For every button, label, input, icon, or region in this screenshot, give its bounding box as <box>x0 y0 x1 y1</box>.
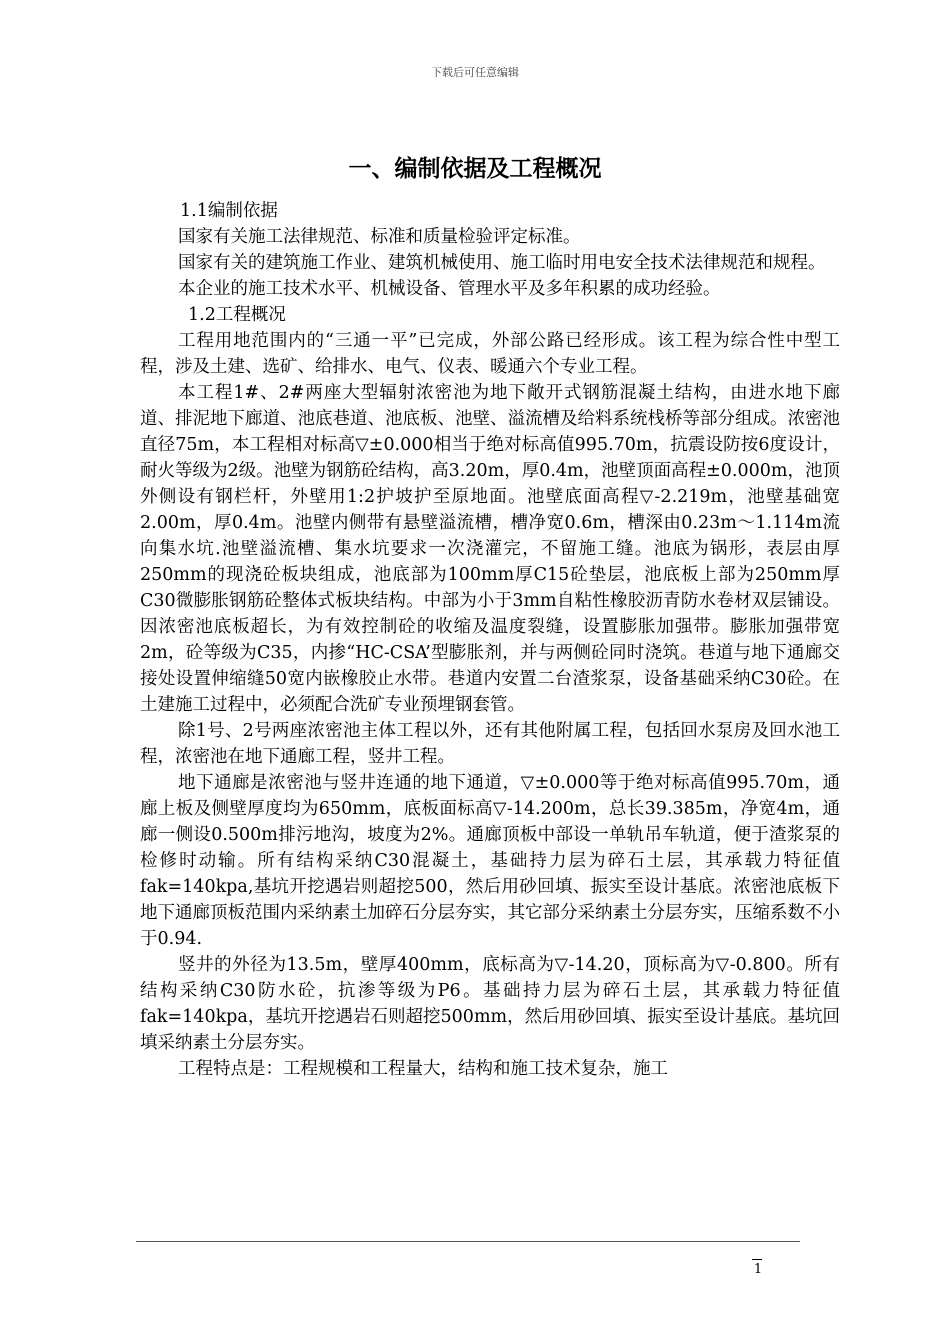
paragraph: 工程特点是：工程规模和工程量大，结构和施工技术复杂，施工 <box>178 1059 668 1079</box>
section-heading-1-1: 1.1编制依据 <box>180 201 278 221</box>
paragraph: 竖井的外径为13.5m，壁厚400mm，底标高为▽-14.20，顶标高为▽-0.800。所有结构采纳C30防水砼，抗渗等级为P6。基础持力层为碎石土层，其承载力特征值fak=140kpa，基坑开挖遇岩石则超挖500mm，然后用砂回填、振实至设计基底。基坑回填采纳素土分层夯实。 <box>140 955 840 1053</box>
header-note: 下载后可任意编辑 <box>431 66 519 79</box>
paragraph: 地下通廊是浓密池与竖井连通的地下通道，▽±0.000等于绝对标高值995.70m，通廊上板及侧壁厚度均为650mm，底板面标高▽-14.200m，总长39.385m，净宽4m，通廊一侧设0.500m排污地沟，坡度为2%。通廊顶板中部设一单轨吊车轨道，便于渣浆泵的检修时动输。所有结构采纳C30混凝土，基础持力层为碎石土层，其承载力特征值fak=140kpa,基坑开挖遇岩则超挖500，然后用砂回填、振实至设计基底。浓密池底板下地下通廊顶板范围内采纳素土加碎石分层夯实，其它部分采纳素土分层夯实，压缩系数不小于0.94. <box>140 773 840 949</box>
page-number: 1 <box>753 1262 763 1277</box>
paragraph: 工程用地范围内的“三通一平”已完成，外部公路已经形成。该工程为综合性中型工程，涉及土建、选矿、给排水、电气、仪表、暖通六个专业工程。 <box>140 331 840 377</box>
paragraph: 本企业的施工技术水平、机械设备、管理水平及多年积累的成功经验。 <box>178 279 721 299</box>
paragraph: 除1号、2号两座浓密池主体工程以外，还有其他附属工程，包括回水泵房及回水池工程，浓密池在地下通廊工程，竖井工程。 <box>140 721 840 767</box>
footer-divider <box>136 1241 800 1242</box>
paragraph: 国家有关的建筑施工作业、建筑机械使用、施工临时用电安全技术法律规范和规程。 <box>178 253 826 273</box>
section-heading-1-2: 1.2工程概况 <box>188 305 286 325</box>
paragraph: 国家有关施工法律规范、标准和质量检验评定标准。 <box>178 227 581 247</box>
document-body <box>140 198 840 1082</box>
document-title: 一、编制依据及工程概况 <box>348 156 602 182</box>
page-number-mark <box>752 1259 762 1260</box>
paragraph: 本工程1#、2#两座大型辐射浓密池为地下敞开式钢筋混凝土结构，由进水地下廊道、排泥地下廊道、池底巷道、池底板、池壁、溢流槽及给料系统栈桥等部分组成。浓密池直径75m，本工程相对标高▽±0.000相当于绝对标高值995.70m，抗震设防按6度设计，耐火等级为2级。池壁为钢筋砼结构，高3.20m，厚0.4m，池壁顶面高程±0.000m，池顶外侧设有钢栏杆，外壁用1:2护坡护至原地面。池壁底面高程▽-2.219m，池壁基础宽2.00m，厚0.4m。池壁内侧带有悬壁溢流槽，槽净宽0.6m，槽深由0.23m～1.114m流向集水坑.池壁溢流槽、集水坑要求一次浇灌完，不留施工缝。池底为锅形，表层由厚250mm的现浇砼板块组成，池底部为100mm厚C15砼垫层，池底板上部为250mm厚C30微膨胀钢筋砼整体式板块结构。中部为小于3mm自粘性橡胶沥青防水卷材双层铺设。因浓密池底板超长，为有效控制砼的收缩及温度裂缝，设置膨胀加强带。膨胀加强带宽2m，砼等级为C35，内掺“HC-CSA’型膨胀剂，并与两侧砼同时浇筑。巷道与地下通廊交接处设置伸缩缝50宽内嵌橡胶止水带。巷道内安置二台渣浆泵，设备基础采纳C30砼。在土建施工过程中，必须配合洗矿专业预埋钢套管。 <box>140 383 840 715</box>
